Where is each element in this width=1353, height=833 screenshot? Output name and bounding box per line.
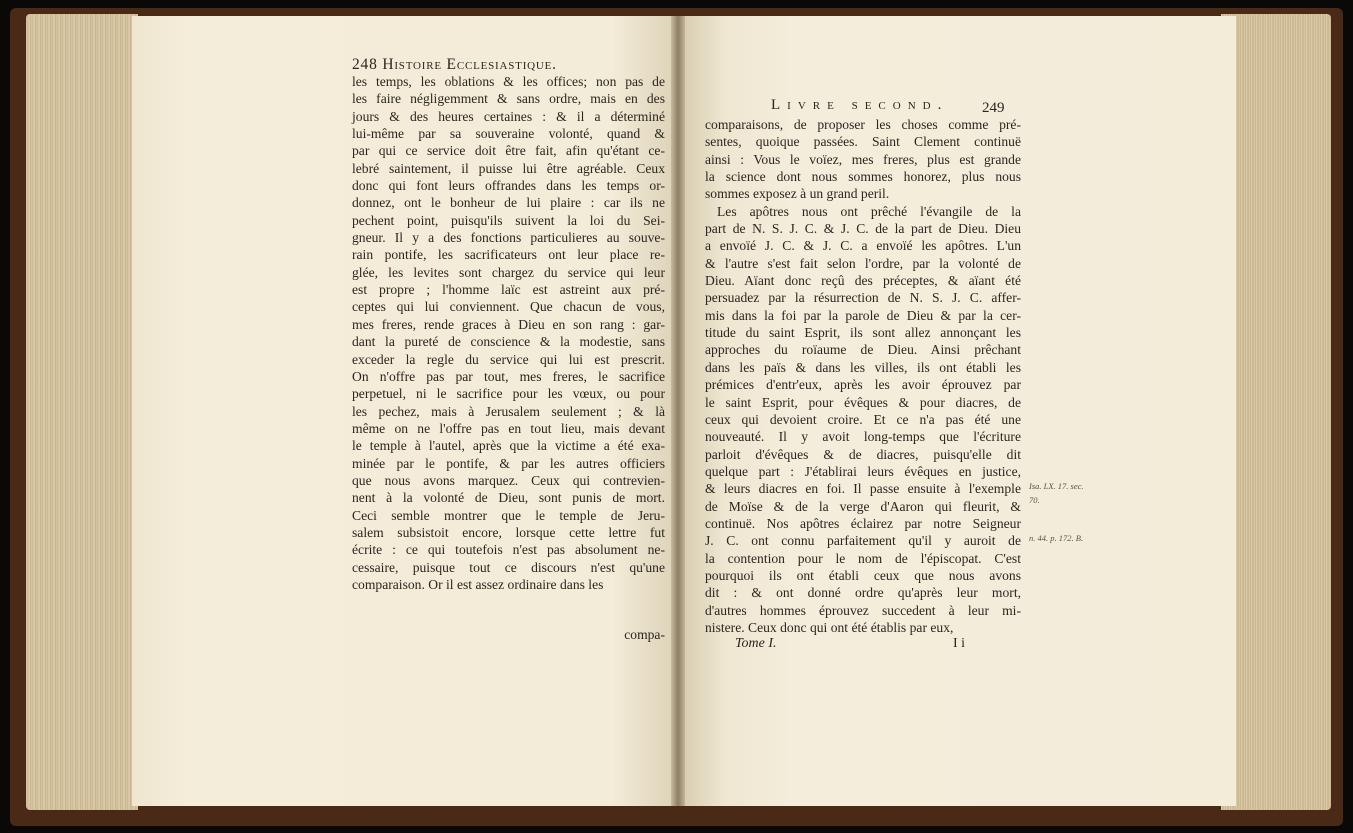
text-line: minée par le pontife, & par les autres officiers <box>352 455 665 471</box>
text-line: exceder la regle du service qui lui est prescrit. <box>352 351 665 367</box>
text-line: dit : & ont donné ordre qu'après leur mort, <box>705 585 1021 601</box>
text-line: lui-même par sa souveraine volonté, quand & <box>352 126 665 142</box>
text-line: salem subsistoit encore, lorsque cette lettre fut <box>352 524 665 540</box>
text-line: Les apôtres nous ont prêché l'évangile de la <box>717 203 1021 219</box>
text-line: écrite : ce qui toutefois n'est pas absolument ne- <box>352 542 665 558</box>
text-line: les temps, les oblations & les offices; non pas de <box>352 74 665 89</box>
text-line: sentes, quoique passées. Saint Clement continuë <box>705 134 1021 150</box>
footer-signature: I i <box>953 636 966 651</box>
text-line: même on ne l'offre pas en tout lieu, mais devant <box>352 420 665 436</box>
text-line: d'autres hommes éprouvez succedent à leur mi- <box>705 602 1021 618</box>
text-line: la contention pour le nom de l'épiscopat. C'est <box>705 550 1021 566</box>
text-line: pourquoi ils ont établi ceux que nous avons <box>705 567 1021 583</box>
text-line: nistere. Ceux donc qui ont été établis par eux, <box>705 619 954 635</box>
text-line: pechent point, puisqu'ils suivent la loi du Sei- <box>352 212 665 228</box>
text-line: On n'offre pas par tout, mes freres, le sacrifice <box>352 368 665 384</box>
text-line: dant la pureté de conscience & la modestie, sans <box>352 334 665 350</box>
right-running-head: Livre second. <box>771 97 949 113</box>
book-gutter <box>671 16 685 806</box>
catchword: compa- <box>624 627 665 642</box>
text-line: nent à la volonté de Dieu, sont punis de mort. <box>352 490 665 506</box>
text-line: les faire négligemment & sans ordre, mais en des <box>352 91 665 107</box>
text-line: mis dans la foi par la parole de Dieu & par la cer- <box>705 307 1021 323</box>
text-line: J. C. ont connu parfaitement qu'il y auroit de <box>705 533 1021 549</box>
text-line: lebré saintement, il puisse lui être agréable. Ceux <box>352 160 665 176</box>
text-line: le saint Esprit, pour évêques & pour diacres, de <box>705 394 1021 410</box>
right-page-text <box>705 116 1021 636</box>
margin-note-2: 70. <box>1029 495 1040 505</box>
text-line: ceptes qui lui conviennent. Que chacun de vous, <box>352 299 665 315</box>
text-line: continuë. Nos apôtres éclairez par notre Seigneur <box>705 515 1021 531</box>
text-line: cessaire, puisque tout ce discours n'est qu'une <box>352 559 665 575</box>
text-line: de Moïse & de la verge d'Aaron qui fleurit, & <box>705 498 1021 514</box>
text-line: prémices d'entr'eux, après les avoir éprouvez par <box>705 377 1021 393</box>
text-line: quelque part : J'établirai leurs évêques en justice, <box>705 463 1021 479</box>
left-catchword <box>352 626 665 643</box>
text-line: mes freres, rende graces à Dieu en son rang : gar- <box>352 316 665 332</box>
text-line: ceux qui devoient croire. Et ce n'a pas été une <box>705 411 1021 427</box>
text-line: a envoïé J. C. & J. C. a envoïé les apôtres. L'un <box>705 238 1021 254</box>
text-line: persuadez par la résurrection de N. S. J. C. affer- <box>705 290 1021 306</box>
text-line: & l'autre s'est fait selon l'ordre, par la volonté de <box>705 255 1021 271</box>
text-line: approches du roïaume de Dieu. Ainsi prêchant <box>705 342 1021 358</box>
text-line: & leurs diacres en foi. Il passe ensuite à l'exemple <box>705 481 1021 497</box>
text-line: par qui ce service doit être fait, afin qu'étant ce- <box>352 143 665 159</box>
text-line: est propre ; l'homme laïc est astreint aux pré- <box>352 282 665 298</box>
right-page-number: 249 <box>982 100 1005 116</box>
left-running-head: 248 Histoire Ecclesiastique. <box>352 56 557 73</box>
text-line: dans les païs & dans les villes, ils ont établi les <box>705 359 1021 375</box>
margin-note-3: n. 44. p. 172. B. <box>1029 533 1084 543</box>
text-line: le temple à l'autel, après que la victime a été exa- <box>352 438 665 454</box>
text-line: part de N. S. J. C. & J. C. de la part de Dieu. Dieu <box>705 221 1021 237</box>
text-line: titude du saint Esprit, ils sont allez annonçant les <box>705 325 1021 341</box>
text-line: ainsi : Vous le voïez, mes freres, plus est grande <box>705 151 1021 167</box>
page-edges-right <box>1221 14 1331 810</box>
text-line: que nous avons marquez. Ceux qui contrevien- <box>352 472 665 488</box>
text-line: jours & des heures certaines : & il a déterminé <box>352 108 665 124</box>
page-edges-left <box>26 14 138 810</box>
text-line: gneur. Il y a des fonctions particulieres au souve- <box>352 230 665 246</box>
text-line: donnez, ont le bonheur de lui plaire : car ils ne <box>352 195 665 211</box>
text-line: rain pontife, les sacrificateurs ont leur place re- <box>352 247 665 263</box>
text-line: sommes exposez à un grand peril. <box>705 186 890 202</box>
text-line: les pechez, mais à Jerusalem seulement ; & là <box>352 403 665 419</box>
left-page-text <box>352 73 665 593</box>
footer-tome: Tome I. <box>735 636 777 651</box>
text-line: glée, les levites sont chargez du service qui leur <box>352 264 665 280</box>
text-line: Ceci semble montrer que le temple de Jeru- <box>352 507 665 523</box>
margin-note-1: Isa. LX. 17. sec. <box>1029 481 1084 491</box>
text-line: donc qui font leurs offrandes dans les temps or- <box>352 178 665 194</box>
text-line: comparaison. Or il est assez ordinaire dans les <box>352 576 604 592</box>
text-line: Dieu. Aïant donc reçû des préceptes, & aïant été <box>705 273 1021 289</box>
text-line: perpetuel, ni le sacrifice pour les vœux, ou pour <box>352 386 665 402</box>
text-line: parloit d'évêques & de diacres, puisqu'elle dit <box>705 446 1021 462</box>
text-line: comparaisons, de proposer les choses comme pré- <box>705 117 1021 132</box>
text-line: la science dont nous sommes honorez, plus nous <box>705 169 1021 185</box>
text-line: nouveauté. Il y avoit long-temps que l'écriture <box>705 429 1021 445</box>
